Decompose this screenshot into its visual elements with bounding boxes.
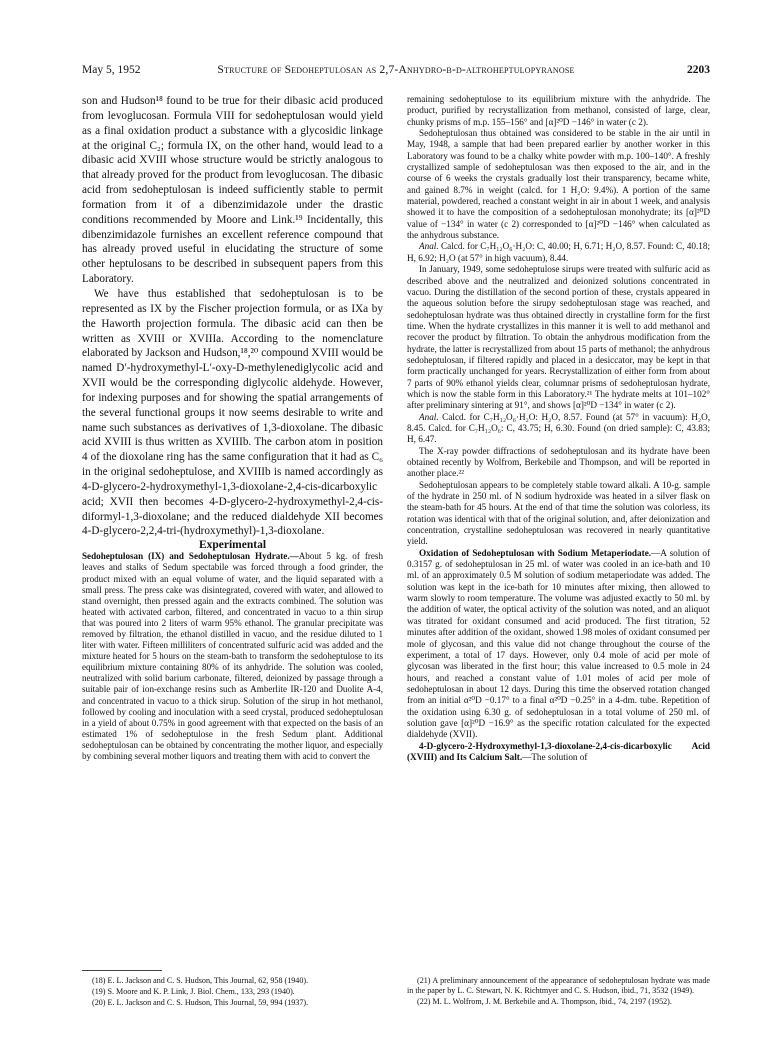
footnotes-left (82, 976, 383, 1010)
header-page-number: 2203 (687, 64, 710, 76)
experimental-paragraph (407, 94, 710, 128)
paragraph-lead: 4-D-glycero-2-Hydroxymethyl-1,3-dioxolane-2,4-cis-dicarboxylic Acid (XVIII) and Its Calcium Salt. (407, 740, 710, 762)
experimental-paragraph (407, 446, 710, 480)
paragraph-text: Calcd. for C₇H₁₂O₆·H₂O: H₂O, 8.57. Found (at 57° in vacuum): H₂O, 8.45. Calcd. for C₇H₁₂O₆: C, 43.75; H, 6.30. Found (on dried sample): C, 43.83; H, 6.47. (407, 411, 710, 445)
header-date: May 5, 1952 (82, 64, 141, 76)
running-header (82, 64, 710, 80)
footnote-divider (82, 970, 162, 971)
header-title: Structure of Sedoheptulosan as 2,7-Anhydro-β-d-altroheptulopyranose (217, 64, 575, 76)
paragraph-text: Sedoheptulosan appears to be completely stable toward alkali. A 10-g. sample of the hydrate in 250 ml. of N sodium hydroxide was heated in a silver flask on the steam-bath for 45 hours. At the end of that time the solution was colorless, its rotation was identical with that of the original solution, and, after deionization and concentration, crystalline sedoheptulosan was recovered in nearly quantitative yield. (407, 479, 710, 547)
experimental-paragraph (407, 741, 710, 764)
section-heading-experimental: Experimental (198, 539, 267, 552)
paragraph-text: —A solution of 0.3157 g. of sedoheptulosan in 25 ml. of water was cooled in an ice-bath and 10 ml. of an approximately 0.5 M solution of sodium metaperiodate was added. The solution was kept in the ice-bath for 10 minutes after mixing, then allowed to warm slowly to room temperature. The volume was adjusted exactly to 50 ml. by the addition of water, the optical activity of the solution was noted, and an aliquot was titrated for oxidant consumed and acid produced. The first titration, 52 minutes after addition of the oxidant, showed 1.98 moles of oxidant consumed per mole of glycosan, and this value did not change throughout the course of the experiment, a total of 17 days. However, only 0.4 mole of acid per mole of glycosan was liberated in the first hour; this value increased to 0.5 mole in 24 hours, and reached a constant value of 1.01 moles of acid per mole of sedoheptulosan in about 12 days. During this time the observed rotation changed from an initial α²⁰D −0.17° to a final α²⁰D −0.25° in a 4-dm. tube. Repetition of the oxidation using 6.30 g. of sedoheptulosan in a total volume of 250 ml. of solution gave [α]²⁰D −16.9° as the specific rotation calculated for the expected dialdehyde (XVII). (407, 547, 711, 740)
paragraph-text: —The solution of (522, 751, 588, 762)
paragraph-lead: Anal. (419, 411, 439, 422)
paragraph-text: The X-ray powder diffractions of sedoheptulosan and its hydrate have been obtained recently by Wolfrom, Berkebile and Thompson, and will be reported in another place.²² (407, 445, 710, 479)
body-paragraph: We have thus established that sedoheptulosan is to be represented as IX by the Fischer projection formula, or as IXa by the Haworth projection formula. The dibasic acid can then be written as XVIII or XVIIIa. According to the nomenclature elaborated by Jackson and Hudson,¹⁸,²⁰ compound XVIII would be named D′-hydroxymethyl-L′-oxy-D-methylenediglycolic acid and XVII would be the corresponding diglycolic aldehyde. However, for indexing purposes and for showing the spatial arrangements of the several functional groups it now seems desirable to write and name such substances as derivatives of 1,3-dioxolane. The dibasic acid XVIII is thus written as XVIIIb. The carbon atom in position 4 of the dioxolane ring has the same configuration that it had as C₆ in the original sedoheptulose, and XVIIIb is named accordingly as 4-D-glycero-2-hydroxymethyl-1,3-dioxolane-2,4-cis-dicarboxylic acid; XVII then becomes 4-D-glycero-2-hydroxymethyl-2,4-cis-diformyl-1,3-dioxolane; and the reduced dialdehyde XII becomes 4-D-glycero-2,2,4-tri-(hydroxymethyl)-1,3-dioxolane. (82, 287, 383, 538)
footnotes-right (407, 976, 710, 1009)
paragraph-text: About 5 kg. of fresh leaves and stalks of Sedum spectabile was forced through a food grinder, the product mixed with an equal volume of water, and the liquid separated with a small press. The press cake was disintegrated, covered with water, and allowed to stand overnight, then pressed again and the extracts combined. The solution was heated with activated carbon, filtered, and concentrated in vacuo to a thin sirup that was poured into 2 liters of warm 95% ethanol. The granular precipitate was removed by filtration, the ethanol distilled in vacuo, and the residue diluted to 1 liter with water. Fifteen milliliters of concentrated sulfuric acid was added and the mixture heated for 5 hours on the steam-bath to transform the sedoheptulose to its equilibrium mixture containing 80% of its anhydride. The solution was cooled, neutralized with solid barium carbonate, filtered, deionized by passage through a suitable pair of ion-exchange resins such as Amberlite IR-120 and Duolite A-4, and concentrated in vacuo to a thick sirup. Solution of the sirup in hot methanol, followed by cooling and inoculation with a seed crystal, produced sedoheptulosan in a yield of about 0.75% in good agreement with that expected on the basis of an estimated 1% of sedoheptulose in the fresh Sedum plant. Additional sedoheptulosan can be obtained by concentrating the mother liquor, and especially by combining several mother liquors and treating them with acid to convert the (82, 551, 384, 761)
footnote: (18) E. L. Jackson and C. S. Hudson, This Journal, 62, 958 (1940). (92, 976, 309, 985)
right-column (407, 94, 710, 763)
body-paragraph: son and Hudson¹⁸ found to be true for their dibasic acid produced from levoglucosan. Formula VIII for sedoheptulosan would yield as a final oxidation product a substance with a glycosidic linkage at the original C₂; formula IX, on the other hand, would lead to a dibasic acid XVIII whose structure would be strictly analogous to that already proved for the product from levoglucosan. The dibasic acid from sedoheptulosan is indeed sufficiently stable to permit formation from it of a dibenzimidazole under the drastic conditions recommended by Moore and Link.¹⁹ Incidentally, this dibenzimidazole furnishes an excellent reference compound that has already proved useful in elucidating the structure of some other heptulosans to be described in subsequent papers from this Laboratory. (82, 95, 383, 286)
paragraph-lead: Sedoheptulosan (IX) and Sedoheptulosan Hydrate.— (82, 551, 299, 562)
paragraph-text: In January, 1949, some sedoheptulose sirups were treated with sulfuric acid as described above and the neutralized and deionized solutions concentrated in vacuo. During the distillation of the second portion of these, crystals appeared in the aqueous solution before the sirupy sedoheptulosan stage was reached, and sedoheptulosan hydrate was thus obtained directly in crystalline form for the first time. When the hydrate crystallizes in this manner it is well to add methanol and recover the product by filtration. To obtain the anhydrous modification from the hydrate, the latter is recrystallized from about 15 parts of methanol; the anhydrous sedoheptulosan, if filtered rapidly and placed in a desiccator, may be kept in that form practically unchanged for years. Recrystallization of either form from about 7 parts of 90% ethanol yields clear, columnar prisms of sedoheptulosan hydrate, which is now the stable form in this Laboratory.²¹ The hydrate melts at 101–102° after preliminary sintering at 91°, and shows [α]²⁰D −134° in water (c 2). (407, 264, 710, 411)
footnote: (22) M. L. Wolfrom, J. M. Berkebile and A. Thompson, ibid., 74, 2197 (1952). (417, 997, 672, 1007)
experimental-paragraph (407, 264, 710, 411)
paragraph-text: Sedoheptulosan thus obtained was considered to be stable in the air until in May, 1948, a sample that had been prepared earlier by another worker in this Laboratory was found to be a chalky white powder with m.p. 100–140°. A freshly crystallized sample of sedoheptulosan was then exposed to the air, and in the course of 6 weeks the crystals gradually lost their transparency, became white, and gained 8.7% in weight (calcd. for 1 H₂O: 9.4%). A portion of the same material, powdered, reached a constant weight in air in about 1 week, and analysis showed it to have the composition of a sedoheptulosan monohydrate; its [α]²⁰D value of −134° in water (c 2) corresponded to [α]²⁰D −146° when calculated as the anhydrous substance. (407, 128, 710, 241)
footnote: (20) E. L. Jackson and C. S. Hudson, This Journal, 59, 994 (1937). (92, 998, 309, 1008)
left-column (82, 94, 383, 762)
analysis-paragraph (407, 412, 710, 446)
footnote: (21) A preliminary announcement of the appearance of sedoheptulosan hydrate was made in the paper by L. C. Stewart, N. K. Richtmyer and C. S. Hudson, ibid., 71, 3532 (1949). (407, 976, 710, 996)
paragraph-lead: Oxidation of Sedoheptulosan with Sodium Metaperiodate. (419, 547, 652, 558)
paragraph-text: Calcd. for C₇H₁₂O₆·H₂O: C, 40.00; H, 6.71; H₂O, 8.57. Found: C, 40.18; H, 6.92; H₂O (at 57° in high vacuum), 8.44. (407, 241, 710, 263)
analysis-paragraph (407, 241, 710, 264)
experimental-paragraph (82, 551, 383, 762)
experimental-paragraph (407, 548, 710, 741)
paragraph-text: remaining sedoheptulose to its equilibrium mixture with the anhydride. The product, purified by recrystallization from methanol, consisted of large, clear, chunky prisms of m.p. 155–156° and [α]²⁰D −146° in water (c 2). (407, 94, 710, 127)
experimental-paragraph (407, 128, 710, 241)
paragraph-lead: Anal. (419, 241, 439, 252)
experimental-paragraph (407, 480, 710, 548)
footnote: (19) S. Moore and K. P. Link, J. Biol. Chem., 133, 293 (1940). (92, 987, 295, 997)
